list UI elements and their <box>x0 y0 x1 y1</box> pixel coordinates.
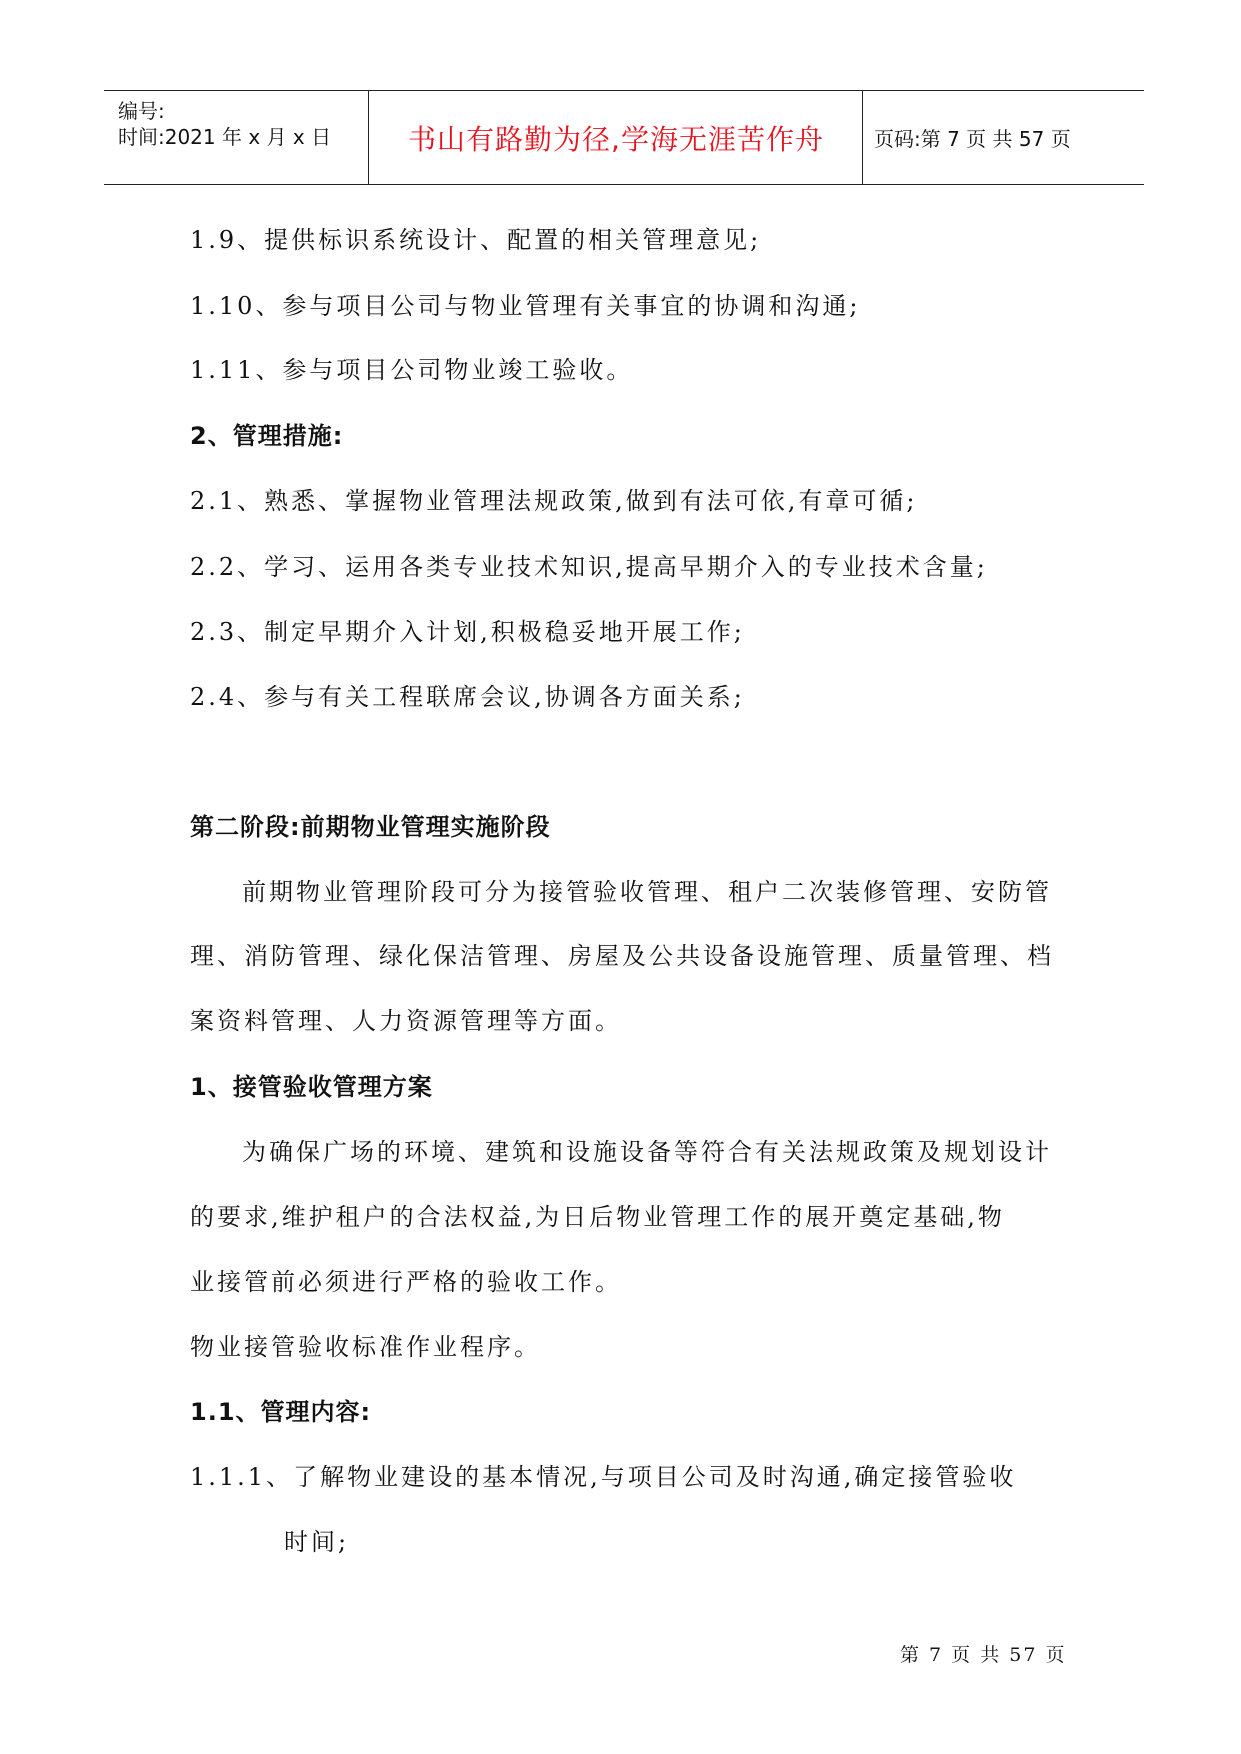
list-item-1-10: 1.10、参与项目公司与物业管理有关事宜的协调和沟通; <box>190 292 861 320</box>
paragraph-1-line-1: 前期物业管理阶段可分为接管验收管理、租户二次装修管理、安防管 <box>242 878 1052 906</box>
list-item-1-11: 1.11、参与项目公司物业竣工验收。 <box>190 356 634 384</box>
list-item-1-1-1-continued: 时间; <box>284 1528 350 1556</box>
list-item-2-2: 2.2、学习、运用各类专业技术知识,提高早期介入的专业技术含量; <box>190 553 988 581</box>
header-motto-cell <box>370 91 863 184</box>
document-number-label: 编号: <box>118 99 165 123</box>
heading-management-content: 1.1、管理内容: <box>190 1398 372 1426</box>
document-header <box>104 90 1144 185</box>
paragraph-2-line-1: 为确保广场的环境、建筑和设施设备等符合有关法规政策及规划设计 <box>242 1138 1052 1166</box>
paragraph-1-line-3: 案资料管理、人力资源管理等方面。 <box>190 1007 622 1035</box>
heading-stage-two: 第二阶段:前期物业管理实施阶段 <box>190 813 551 841</box>
procedure-line: 物业接管验收标准作业程序。 <box>190 1333 541 1361</box>
document-time-label: 时间:2021 年 x 月 x 日 <box>118 125 332 149</box>
paragraph-2-line-3: 业接管前必须进行严格的验收工作。 <box>190 1268 622 1296</box>
list-item-1-9: 1.9、提供标识系统设计、配置的相关管理意见; <box>190 226 762 254</box>
list-item-2-1: 2.1、熟悉、掌握物业管理法规政策,做到有法可依,有章可循; <box>190 487 918 515</box>
header-info-cell <box>104 91 369 184</box>
list-item-1-1-1: 1.1.1、了解物业建设的基本情况,与项目公司及时沟通,确定接管验收 <box>190 1463 1017 1491</box>
heading-takeover-plan: 1、接管验收管理方案 <box>190 1073 433 1101</box>
header-motto: 书山有路勤为径,学海无涯苦作舟 <box>408 122 824 156</box>
page-footer: 第 7 页 共 57 页 <box>900 1644 1067 1666</box>
heading-management-measures: 2、管理措施: <box>190 422 344 450</box>
paragraph-2-line-2: 的要求,维护租户的合法权益,为日后物业管理工作的展开奠定基础,物 <box>190 1203 1005 1231</box>
header-page-cell <box>874 91 1144 184</box>
list-item-2-3: 2.3、制定早期介入计划,积极稳妥地开展工作; <box>190 618 745 646</box>
paragraph-1-line-2: 理、消防管理、绿化保洁管理、房屋及公共设备设施管理、质量管理、档 <box>190 942 1054 970</box>
header-page-label: 页码:第 7 页 共 57 页 <box>874 127 1071 151</box>
list-item-2-4: 2.4、参与有关工程联席会议,协调各方面关系; <box>190 683 745 711</box>
